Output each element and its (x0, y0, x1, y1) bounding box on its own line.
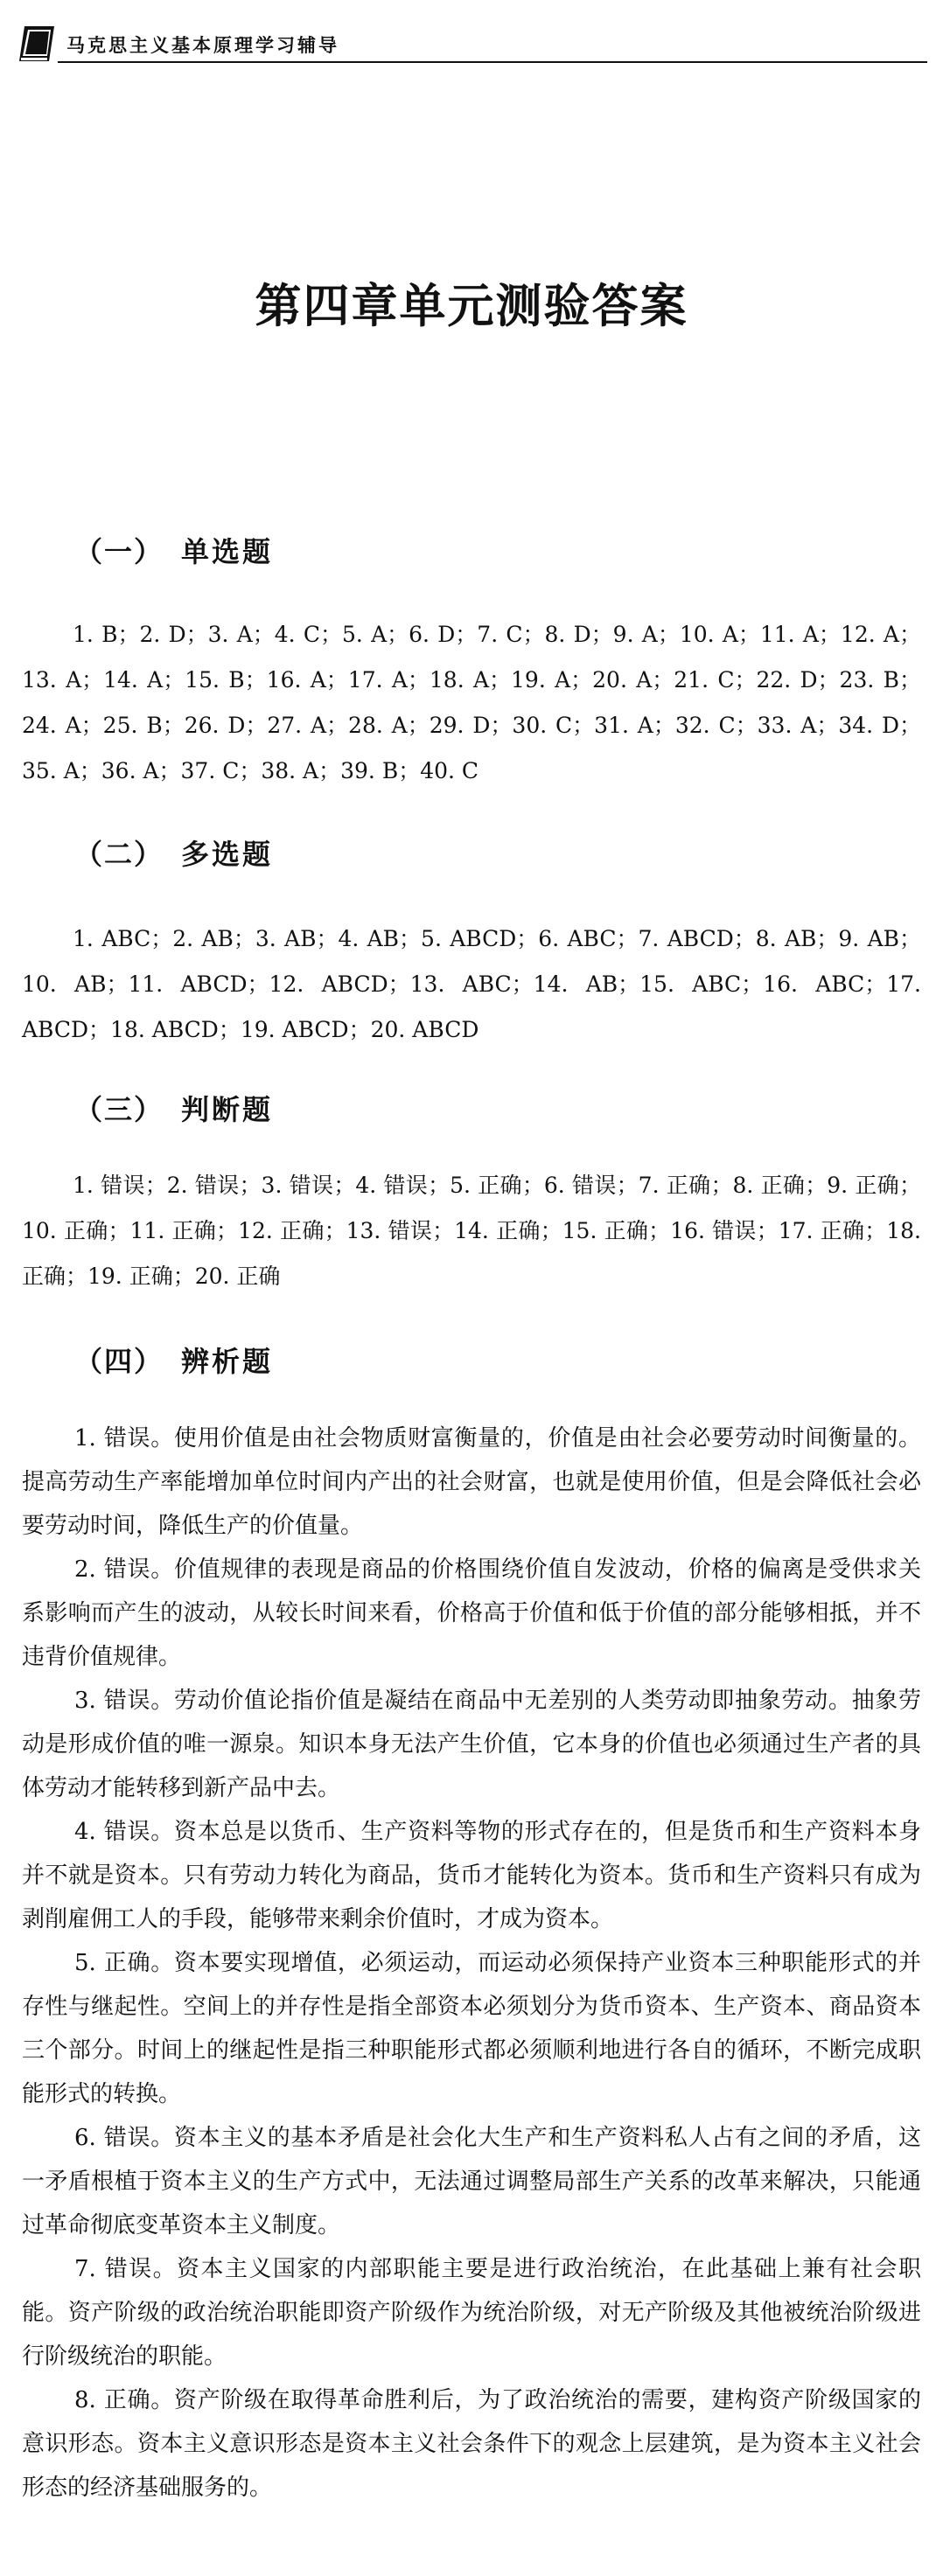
analysis-answers (22, 1417, 921, 2510)
section-label: 多选题 (181, 838, 274, 871)
section-label: 判断题 (181, 1093, 274, 1126)
analysis-paragraph: 8. 正确。资产阶级在取得革命胜利后，为了政治统治的需要，建构资产阶级国家的意识形态。资本主义意识形态是资本主义社会条件下的观念上层建筑，是为资本主义社会形态的经济基础服务的。 (22, 2387, 921, 2501)
running-header (17, 19, 927, 70)
section-number: （二） (74, 838, 164, 871)
analysis-paragraph: 3. 错误。劳动价值论指价值是凝结在商品中无差别的人类劳动即抽象劳动。抽象劳动是形成价值的唯一源泉。知识本身无法产生价值，它本身的价值也必须通过生产者的具体劳动才能转移到新产品中去。 (22, 1688, 921, 1801)
book-icon (17, 24, 56, 63)
analysis-paragraph: 6. 错误。资本主义的基本矛盾是社会化大生产和生产资料私人占有之间的矛盾，这一矛盾根植于资本主义的生产方式中，无法通过调整局部生产关系的改革来解决，只能通过革命彻底变革资本主义制度。 (22, 2125, 921, 2238)
section-heading-single-choice (74, 530, 273, 570)
section-number: （四） (74, 1345, 164, 1378)
single-choice-answers: 1. B；2. D；3. A；4. C；5. A；6. D；7. C；8. D；9. A；10. A；11. A；12. A；13. A；14. A；15. B；16. A；17. A；18. A；19. A；20. A；21. C；22. D；23. B；24. A；25. B；26. D；27. A；28. A；29. D；30. C；31. A；32. C；33. A；34. D；35. A；36. A；37. C；38. A；39. B；40. C (22, 622, 921, 783)
analysis-paragraph: 7. 错误。资本主义国家的内部职能主要是进行政治统治，在此基础上兼有社会职能。资产阶级的政治统治职能即资产阶级作为统治阶级，对无产阶级及其他被统治阶级进行阶级统治的职能。 (22, 2256, 921, 2370)
analysis-paragraph: 2. 错误。价值规律的表现是商品的价格围绕价值自发波动，价格的偏离是受供求关系影响而产生的波动，从较长时间来看，价格高于价值和低于价值的部分能够相抵，并不违背价值规律。 (22, 1556, 921, 1670)
analysis-paragraph: 1. 错误。使用价值是由社会物质财富衡量的，价值是由社会必要劳动时间衡量的。提高劳动生产率能增加单位时间内产出的社会财富，也就是使用价值，但是会降低社会必要劳动时间，降低生产的价值量。 (22, 1425, 921, 1539)
section-heading-multiple-choice (74, 832, 273, 873)
section-number: （一） (74, 535, 164, 568)
header-rule (58, 61, 927, 63)
page-title: 第四章单元测验答案 (255, 279, 688, 333)
section-label: 单选题 (181, 535, 274, 568)
section-number: （三） (74, 1093, 164, 1126)
section-label: 辨析题 (181, 1345, 274, 1378)
section-heading-analysis (74, 1340, 273, 1380)
true-false-answers: 1. 错误；2. 错误；3. 错误；4. 错误；5. 正确；6. 错误；7. 正确；8. 正确；9. 正确；10. 正确；11. 正确；12. 正确；13. 错误；14. 正确；15. 正确；16. 错误；17. 正确；18. 正确；19. 正确；20. 正确 (22, 1173, 921, 1289)
header-title: 马克思主义基本原理学习辅导 (66, 35, 339, 56)
section-heading-true-false (74, 1088, 273, 1128)
multiple-choice-answers: 1. ABC；2. AB；3. AB；4. AB；5. ABCD；6. ABC；7. ABCD；8. AB；9. AB；10. AB；11. ABCD；12. ABCD；13. ABC；14. AB；15. ABC；16. ABC；17. ABCD；18. ABCD；19. ABCD；20. ABCD (22, 926, 921, 1042)
analysis-paragraph: 4. 错误。资本总是以货币、生产资料等物的形式存在的，但是货币和生产资料本身并不就是资本。只有劳动力转化为商品，货币才能转化为资本。货币和生产资料只有成为剥削雇佣工人的手段，能够带来剩余价值时，才成为资本。 (22, 1819, 921, 1932)
analysis-paragraph: 5. 正确。资本要实现增值，必须运动，而运动必须保持产业资本三种职能形式的并存性与继起性。空间上的并存性是指全部资本必须划分为货币资本、生产资本、商品资本三个部分。时间上的继起性是指三种职能形式都必须顺利地进行各自的循环，不断完成职能形式的转换。 (22, 1950, 921, 2107)
